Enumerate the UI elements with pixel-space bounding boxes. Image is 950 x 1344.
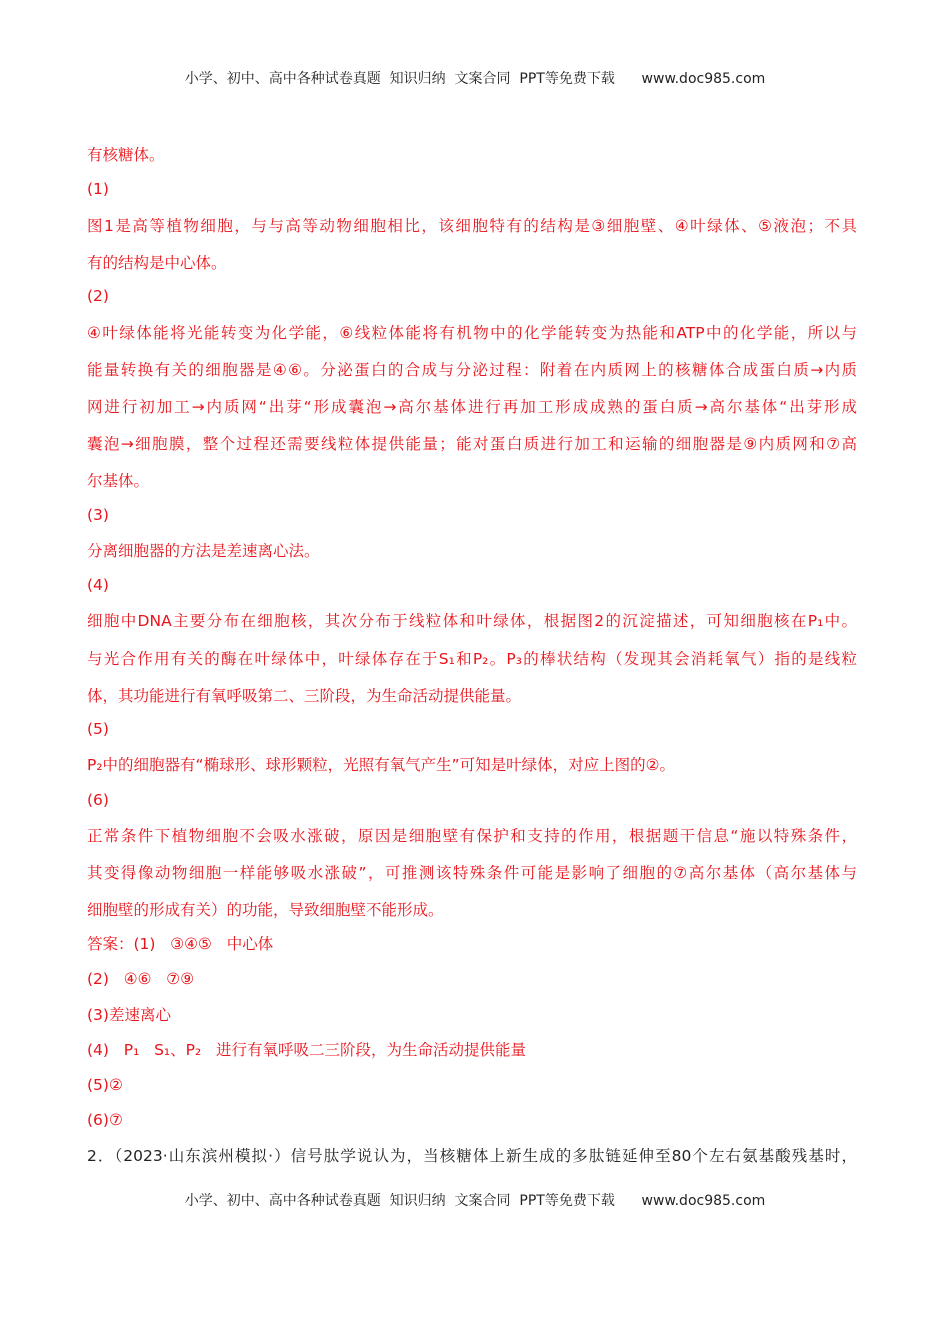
text-line: 囊泡→细胞膜，整个过程还需要线粒体提供能量；能对蛋白质进行加工和运输的细胞器是⑨内质网和⑦高 <box>87 435 857 453</box>
text-line: 图1是高等植物细胞，与与高等动物细胞相比，该细胞特有的结构是③细胞壁、④叶绿体、⑤液泡；不具 <box>87 217 857 235</box>
text-line: (1) <box>87 180 109 198</box>
text-line: (4) P₁ S₁、P₂ 进行有氧呼吸二三阶段，为生命活动提供能量 <box>87 1041 526 1059</box>
text-line: 答案：(1) ③④⑤ 中心体 <box>87 935 274 953</box>
text-line: (3) <box>87 506 109 524</box>
text-line: P₂中的细胞器有“椭球形、球形颗粒，光照有氧气产生”可知是叶绿体，对应上图的②。 <box>87 756 676 774</box>
text-line: 细胞壁的形成有关）的功能，导致细胞壁不能形成。 <box>87 901 444 919</box>
text-line: (4) <box>87 576 109 594</box>
page-header: 小学、初中、高中各种试卷真题 知识归纳 文案合同 PPT等免费下载 www.doc985.com <box>184 71 766 87</box>
text-line: 网进行初加工→内质网“出芽“形成囊泡→高尔基体进行再加工形成成熟的蛋白质→高尔基体“出芽形成 <box>87 398 857 416</box>
text-line: 与光合作用有关的酶在叶绿体中，叶绿体存在于S₁和P₂。P₃的棒状结构（发现其会消耗氧气）指的是线粒 <box>87 650 857 668</box>
text-line: 分离细胞器的方法是差速离心法。 <box>87 542 320 560</box>
text-line: 细胞中DNA主要分布在细胞核，其次分布于线粒体和叶绿体，根据图2的沉淀描述，可知细胞核在P₁中。 <box>87 612 857 630</box>
text-line: 能量转换有关的细胞器是④⑥。分泌蛋白的合成与分泌过程：附着在内质网上的核糖体合成蛋白质→内质 <box>87 361 857 379</box>
text-line: 体，其功能进行有氧呼吸第二、三阶段，为生命活动提供能量。 <box>87 687 522 705</box>
text-line: (5) <box>87 720 109 738</box>
page-footer: 小学、初中、高中各种试卷真题 知识归纳 文案合同 PPT等免费下载 www.doc985.com <box>184 1193 766 1209</box>
text-line: (5)② <box>87 1076 123 1094</box>
text-line: 尔基体。 <box>87 472 150 490</box>
text-line: 正常条件下植物细胞不会吸水涨破，原因是细胞壁有保护和支持的作用，根据题干信息“施以特殊条件， <box>87 827 857 845</box>
text-line: (2) ④⑥ ⑦⑨ <box>87 970 195 988</box>
text-line: 其变得像动物细胞一样能够吸水涨破”，可推测该特殊条件可能是影响了细胞的⑦高尔基体（高尔基体与 <box>87 864 857 882</box>
text-line: (6)⑦ <box>87 1111 123 1129</box>
question-2-text: 2．（2023·山东滨州模拟·）信号肽学说认为，当核糖体上新生成的多肽链延伸至80个左右氨基酸残基时， <box>87 1147 857 1165</box>
text-line: 有的结构是中心体。 <box>87 254 227 272</box>
text-line: 有核糖体。 <box>87 146 165 164</box>
text-line: ④叶绿体能将光能转变为化学能，⑥线粒体能将有机物中的化学能转变为热能和ATP中的化学能，所以与 <box>87 324 857 342</box>
text-line: (3)差速离心 <box>87 1006 171 1024</box>
text-line: (2) <box>87 287 109 305</box>
text-line: (6) <box>87 791 109 809</box>
